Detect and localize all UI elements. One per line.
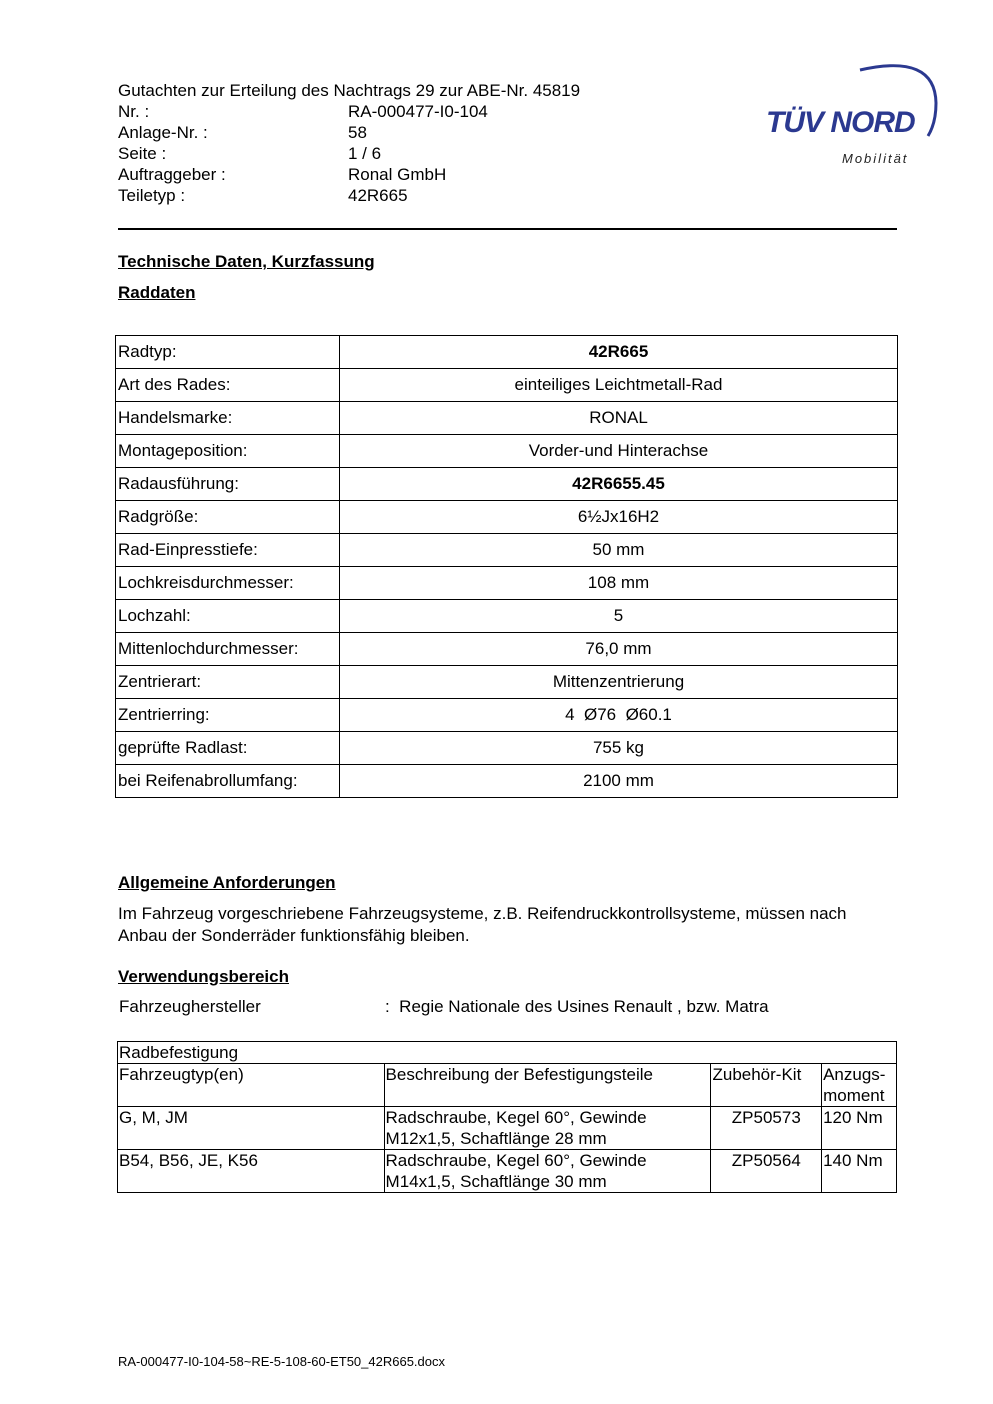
table-row [118,1107,897,1150]
table-row [116,435,898,468]
row-value: einteiliges Leichtmetall-Rad [340,369,898,402]
footer-filename: RA-000477-I0-104-58~RE-5-108-60-ET50_42R665.docx [118,1354,446,1369]
requirements-title: Allgemeine Anforderungen [118,873,336,892]
column-header: Fahrzeugtyp(en) [118,1064,385,1107]
row-value: Mittenzentrierung [340,666,898,699]
table-row [116,567,898,600]
header-label: Nr. : [118,102,150,121]
logo-sub-text: Mobilität [842,151,909,166]
row-label: bei Reifenabrollumfang: [116,765,340,798]
usage-title: Verwendungsbereich [118,967,289,986]
row-label: Rad-Einpresstiefe: [116,534,340,567]
header-value: Ronal GmbH [348,165,447,184]
row-value: 4 Ø76 Ø60.1 [340,699,898,732]
cell-types: G, M, JM [118,1107,385,1150]
row-label: Radausführung: [116,468,340,501]
row-value: 5 [340,600,898,633]
row-value: 42R6655.45 [340,468,898,501]
cell-kit: ZP50573 [711,1107,822,1150]
cell-types: B54, B56, JE, K56 [118,1150,385,1193]
table-row [116,336,898,369]
table-caption-row [118,1042,897,1064]
row-value: 42R665 [340,336,898,369]
cell-kit: ZP50564 [711,1150,822,1193]
table-row [116,369,898,402]
table-row [116,765,898,798]
table-row [116,732,898,765]
header-label: Anlage-Nr. : [118,123,208,142]
row-label: Radgröße: [116,501,340,534]
section-title: Technische Daten, Kurzfassung [118,252,375,271]
report-title-text: Gutachten zur Erteilung des Nachtrags 29 zur ABE-Nr. 45819 [118,81,581,100]
column-header: Beschreibung der Befestigungsteile [384,1064,711,1107]
table-row [116,699,898,732]
row-value: 2100 mm [340,765,898,798]
header-value: 42R665 [348,186,408,205]
table-row [118,1150,897,1193]
requirements-text: Im Fahrzeug vorgeschriebene Fahrzeugsysteme, z.B. Reifendruckkontrollsysteme, müssen nach Anbau der Sonderräder funktionsfähig bleiben. [118,904,847,945]
header-label: Teiletyp : [118,186,186,205]
table-row [116,534,898,567]
cell-torque: 140 Nm [822,1150,897,1193]
row-label: Art des Rades: [116,369,340,402]
wheel-data-table [115,335,898,798]
logo-main-text: TÜV NORD [766,106,915,139]
row-label: Zentrierring: [116,699,340,732]
usage-value: : Regie Nationale des Usines Renault , bzw. Matra [385,997,769,1016]
header-value: RA-000477-I0-104 [348,102,488,121]
header-divider [118,228,897,230]
row-value: RONAL [340,402,898,435]
cell-description: Radschraube, Kegel 60°, Gewinde M14x1,5, Schaftlänge 30 mm [384,1150,711,1193]
row-value: 6½Jx16H2 [340,501,898,534]
fixing-table [117,1041,897,1193]
row-value: 50 mm [340,534,898,567]
row-label: Handelsmarke: [116,402,340,435]
row-label: Montageposition: [116,435,340,468]
row-label: geprüfte Radlast: [116,732,340,765]
cell-torque: 120 Nm [822,1107,897,1150]
row-label: Lochzahl: [116,600,340,633]
section-subtitle: Raddaten [118,283,196,302]
cell-description: Radschraube, Kegel 60°, Gewinde M12x1,5, Schaftlänge 28 mm [384,1107,711,1150]
table-row [116,468,898,501]
row-label: Radtyp: [116,336,340,369]
table-row [116,402,898,435]
usage-label: Fahrzeughersteller [119,997,261,1016]
row-value: 108 mm [340,567,898,600]
row-label: Mittenlochdurchmesser: [116,633,340,666]
header-value: 1 / 6 [348,144,382,163]
row-value: 76,0 mm [340,633,898,666]
tuv-nord-logo [760,58,940,173]
row-value: Vorder-und Hinterachse [340,435,898,468]
column-header: Anzugs-moment [822,1064,897,1107]
row-label: Lochkreisdurchmesser: [116,567,340,600]
header-label: Seite : [118,144,167,163]
table-row [116,666,898,699]
row-value: 755 kg [340,732,898,765]
column-header: Zubehör-Kit [711,1064,822,1107]
header-label: Auftraggeber : [118,165,226,184]
table-caption: Radbefestigung [118,1042,897,1064]
table-row [116,501,898,534]
table-row [116,633,898,666]
table-header-row [118,1064,897,1107]
row-label: Zentrierart: [116,666,340,699]
header-value: 58 [348,123,367,142]
table-row [116,600,898,633]
